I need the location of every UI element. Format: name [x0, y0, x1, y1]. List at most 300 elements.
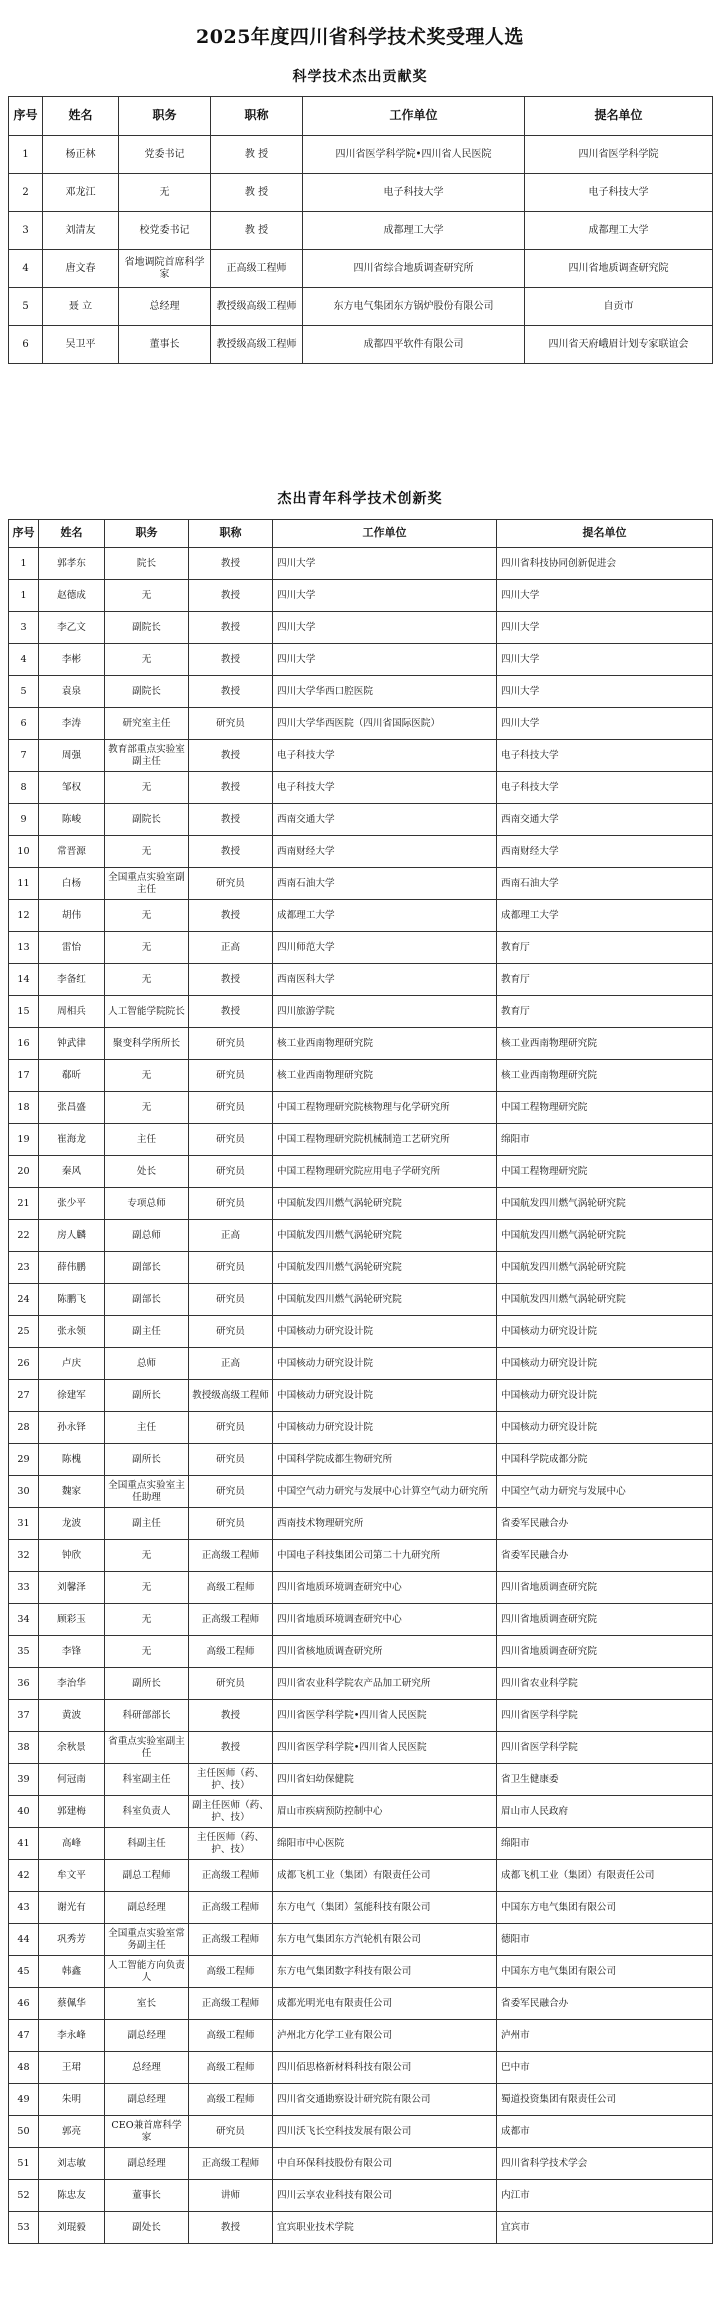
cell-title: 教授 — [189, 836, 273, 868]
cell-employer: 四川沃飞长空科技发展有限公司 — [273, 2116, 497, 2148]
cell-name: 白杨 — [39, 868, 105, 900]
cell-index: 8 — [9, 772, 39, 804]
cell-index: 5 — [9, 288, 43, 326]
cell-position: 主任 — [105, 1124, 189, 1156]
cell-position: 无 — [105, 644, 189, 676]
cell-index: 44 — [9, 1924, 39, 1956]
table-row — [9, 1892, 713, 1924]
cell-position: 副所长 — [105, 1668, 189, 1700]
cell-title: 教授 — [189, 548, 273, 580]
column-header-position: 职务 — [119, 97, 211, 136]
table-row — [9, 2020, 713, 2052]
cell-employer: 四川省综合地质调查研究所 — [303, 250, 525, 288]
table-row — [9, 1828, 713, 1860]
table-row — [9, 676, 713, 708]
cell-title: 主任医师（药、护、技） — [189, 1828, 273, 1860]
cell-nominator: 中国东方电气集团有限公司 — [497, 1956, 713, 1988]
cell-name: 余秋景 — [39, 1732, 105, 1764]
cell-employer: 中国核动力研究设计院 — [273, 1348, 497, 1380]
cell-nominator: 四川大学 — [497, 644, 713, 676]
cell-name: 李备红 — [39, 964, 105, 996]
cell-title: 高级工程师 — [189, 2052, 273, 2084]
table-row — [9, 1028, 713, 1060]
cell-position: 副主任 — [105, 1316, 189, 1348]
table-row — [9, 1124, 713, 1156]
cell-position: 校党委书记 — [119, 212, 211, 250]
cell-nominator: 中国核动力研究设计院 — [497, 1380, 713, 1412]
cell-position: 教育部重点实验室副主任 — [105, 740, 189, 772]
cell-employer: 四川旅游学院 — [273, 996, 497, 1028]
cell-title: 教授 — [189, 2212, 273, 2244]
cell-employer: 中国工程物理研究院核物理与化学研究所 — [273, 1092, 497, 1124]
cell-index: 13 — [9, 932, 39, 964]
cell-title: 教授 — [189, 644, 273, 676]
cell-employer: 四川省地质环境调查研究中心 — [273, 1604, 497, 1636]
cell-index: 29 — [9, 1444, 39, 1476]
cell-index: 1 — [9, 548, 39, 580]
cell-position: 室长 — [105, 1988, 189, 2020]
table-row — [9, 1444, 713, 1476]
cell-nominator: 西南交通大学 — [497, 804, 713, 836]
cell-position: 副院长 — [105, 676, 189, 708]
cell-employer: 东方电气集团数字科技有限公司 — [273, 1956, 497, 1988]
column-header-employer: 工作单位 — [273, 520, 497, 548]
cell-position: 无 — [119, 174, 211, 212]
cell-nominator: 巴中市 — [497, 2052, 713, 2084]
cell-index: 11 — [9, 868, 39, 900]
cell-nominator: 成都理工大学 — [525, 212, 713, 250]
cell-employer: 中国核动力研究设计院 — [273, 1316, 497, 1348]
cell-employer: 中国航发四川燃气涡轮研究院 — [273, 1284, 497, 1316]
cell-position: 副总经理 — [105, 2084, 189, 2116]
table-row — [9, 1732, 713, 1764]
cell-position: 无 — [105, 900, 189, 932]
table-row — [9, 836, 713, 868]
cell-name: 李涛 — [39, 708, 105, 740]
cell-index: 17 — [9, 1060, 39, 1092]
table-row — [9, 1284, 713, 1316]
cell-nominator: 西南财经大学 — [497, 836, 713, 868]
cell-nominator: 成都理工大学 — [497, 900, 713, 932]
cell-position: 副总经理 — [105, 2148, 189, 2180]
cell-title: 教授 — [189, 996, 273, 1028]
cell-title: 教授级高级工程师 — [211, 288, 303, 326]
cell-title: 正高级工程师 — [189, 1604, 273, 1636]
cell-employer: 中国空气动力研究与发展中心计算空气动力研究所 — [273, 1476, 497, 1508]
table-row — [9, 1188, 713, 1220]
cell-employer: 四川佰思格新材料科技有限公司 — [273, 2052, 497, 2084]
table-row — [9, 2148, 713, 2180]
cell-employer: 四川省农业科学院农产品加工研究所 — [273, 1668, 497, 1700]
cell-position: 副处长 — [105, 2212, 189, 2244]
cell-employer: 西南交通大学 — [273, 804, 497, 836]
cell-position: 无 — [105, 836, 189, 868]
cell-position: 人工智能学院院长 — [105, 996, 189, 1028]
cell-position: 副院长 — [105, 612, 189, 644]
cell-name: 李治华 — [39, 1668, 105, 1700]
cell-position: 科室负责人 — [105, 1796, 189, 1828]
cell-name: 钟欣 — [39, 1540, 105, 1572]
cell-name: 魏家 — [39, 1476, 105, 1508]
table-row — [9, 740, 713, 772]
cell-nominator: 宜宾市 — [497, 2212, 713, 2244]
table-row — [9, 1348, 713, 1380]
cell-nominator: 四川省医学科学院 — [497, 1700, 713, 1732]
cell-nominator: 成都市 — [497, 2116, 713, 2148]
cell-name: 赵德成 — [39, 580, 105, 612]
cell-nominator: 省委军民融合办 — [497, 1508, 713, 1540]
cell-index: 33 — [9, 1572, 39, 1604]
table-row — [9, 644, 713, 676]
cell-position: 副总经理 — [105, 1892, 189, 1924]
cell-employer: 中国航发四川燃气涡轮研究院 — [273, 1188, 497, 1220]
cell-index: 9 — [9, 804, 39, 836]
cell-index: 1 — [9, 136, 43, 174]
cell-index: 7 — [9, 740, 39, 772]
column-header-name: 姓名 — [39, 520, 105, 548]
column-header-index: 序号 — [9, 97, 43, 136]
cell-position: 无 — [105, 1060, 189, 1092]
cell-employer: 西南医科大学 — [273, 964, 497, 996]
cell-employer: 四川大学 — [273, 612, 497, 644]
cell-nominator: 省委军民融合办 — [497, 1988, 713, 2020]
table-row — [9, 1668, 713, 1700]
cell-nominator: 中国工程物理研究院 — [497, 1092, 713, 1124]
cell-index: 14 — [9, 964, 39, 996]
cell-index: 12 — [9, 900, 39, 932]
cell-name: 牟文平 — [39, 1860, 105, 1892]
cell-title: 教授 — [189, 612, 273, 644]
cell-title: 研究员 — [189, 708, 273, 740]
cell-title: 教授 — [189, 964, 273, 996]
cell-employer: 泸州北方化学工业有限公司 — [273, 2020, 497, 2052]
cell-index: 51 — [9, 2148, 39, 2180]
cell-name: 何冠南 — [39, 1764, 105, 1796]
cell-employer: 四川大学 — [273, 548, 497, 580]
cell-title: 教授级高级工程师 — [211, 326, 303, 364]
cell-title: 教授级高级工程师 — [189, 1380, 273, 1412]
table-row — [9, 1540, 713, 1572]
table-row — [9, 772, 713, 804]
cell-title: 研究员 — [189, 1028, 273, 1060]
cell-index: 10 — [9, 836, 39, 868]
cell-position: 副主任 — [105, 1508, 189, 1540]
cell-position: 董事长 — [105, 2180, 189, 2212]
cell-title: 高级工程师 — [189, 1636, 273, 1668]
cell-nominator: 绵阳市 — [497, 1124, 713, 1156]
cell-title: 教授 — [189, 740, 273, 772]
cell-position: 处长 — [105, 1156, 189, 1188]
cell-nominator: 四川省地质调查研究院 — [525, 250, 713, 288]
cell-title: 讲师 — [189, 2180, 273, 2212]
cell-index: 35 — [9, 1636, 39, 1668]
cell-name: 陈鹏飞 — [39, 1284, 105, 1316]
cell-title: 研究员 — [189, 1284, 273, 1316]
column-header-index: 序号 — [9, 520, 39, 548]
outstanding-contribution-table — [8, 96, 713, 364]
cell-position: 总师 — [105, 1348, 189, 1380]
cell-position: 全国重点实验室常务副主任 — [105, 1924, 189, 1956]
cell-name: 薛伟鹏 — [39, 1252, 105, 1284]
cell-index: 22 — [9, 1220, 39, 1252]
cell-employer: 电子科技大学 — [303, 174, 525, 212]
cell-nominator: 中国核动力研究设计院 — [497, 1412, 713, 1444]
cell-nominator: 中国航发四川燃气涡轮研究院 — [497, 1220, 713, 1252]
cell-nominator: 中国东方电气集团有限公司 — [497, 1892, 713, 1924]
cell-position: 无 — [105, 1540, 189, 1572]
table-row — [9, 1252, 713, 1284]
cell-nominator: 四川省地质调查研究院 — [497, 1572, 713, 1604]
cell-title: 正高级工程师 — [189, 1860, 273, 1892]
cell-employer: 四川省妇幼保健院 — [273, 1764, 497, 1796]
cell-nominator: 德阳市 — [497, 1924, 713, 1956]
cell-title: 正高 — [189, 1220, 273, 1252]
cell-index: 19 — [9, 1124, 39, 1156]
cell-employer: 成都飞机工业（集团）有限责任公司 — [273, 1860, 497, 1892]
table-row — [9, 1924, 713, 1956]
cell-employer: 电子科技大学 — [273, 740, 497, 772]
cell-index: 6 — [9, 326, 43, 364]
table-row — [9, 1796, 713, 1828]
cell-name: 钟武律 — [39, 1028, 105, 1060]
table-header-row — [9, 520, 713, 548]
cell-nominator: 四川省天府峨眉计划专家联谊会 — [525, 326, 713, 364]
cell-name: 陈峻 — [39, 804, 105, 836]
cell-nominator: 四川省科学技术学会 — [497, 2148, 713, 2180]
table-row — [9, 1412, 713, 1444]
cell-name: 房人麟 — [39, 1220, 105, 1252]
cell-nominator: 中国科学院成都分院 — [497, 1444, 713, 1476]
cell-nominator: 四川省医学科学院 — [497, 1732, 713, 1764]
cell-employer: 中国航发四川燃气涡轮研究院 — [273, 1220, 497, 1252]
cell-name: 胡伟 — [39, 900, 105, 932]
cell-index: 52 — [9, 2180, 39, 2212]
cell-position: 研究室主任 — [105, 708, 189, 740]
cell-position: 董事长 — [119, 326, 211, 364]
cell-employer: 四川省医学科学院•四川省人民医院 — [303, 136, 525, 174]
cell-title: 高级工程师 — [189, 1572, 273, 1604]
cell-position: 主任 — [105, 1412, 189, 1444]
cell-employer: 四川大学 — [273, 644, 497, 676]
cell-index: 6 — [9, 708, 39, 740]
cell-employer: 四川大学 — [273, 580, 497, 612]
cell-title: 高级工程师 — [189, 1956, 273, 1988]
cell-name: 张昌盛 — [39, 1092, 105, 1124]
cell-nominator: 中国工程物理研究院 — [497, 1156, 713, 1188]
cell-position: 科副主任 — [105, 1828, 189, 1860]
cell-title: 正高级工程师 — [189, 1540, 273, 1572]
cell-index: 20 — [9, 1156, 39, 1188]
table-row — [9, 136, 713, 174]
cell-nominator: 省委军民融合办 — [497, 1540, 713, 1572]
cell-nominator: 眉山市人民政府 — [497, 1796, 713, 1828]
cell-title: 研究员 — [189, 1476, 273, 1508]
cell-name: 巩秀芳 — [39, 1924, 105, 1956]
table-row — [9, 1156, 713, 1188]
cell-name: 王珺 — [39, 2052, 105, 2084]
cell-employer: 四川大学华西口腔医院 — [273, 676, 497, 708]
cell-name: 袁泉 — [39, 676, 105, 708]
cell-title: 教 授 — [211, 136, 303, 174]
column-header-name: 姓名 — [43, 97, 119, 136]
table-row — [9, 868, 713, 900]
cell-position: 无 — [105, 1636, 189, 1668]
cell-title: 正高 — [189, 932, 273, 964]
table-row — [9, 288, 713, 326]
column-header-title: 职称 — [211, 97, 303, 136]
cell-name: 黄波 — [39, 1700, 105, 1732]
cell-index: 39 — [9, 1764, 39, 1796]
cell-title: 研究员 — [189, 1092, 273, 1124]
cell-index: 15 — [9, 996, 39, 1028]
cell-name: 刘馨泽 — [39, 1572, 105, 1604]
cell-name: 徐建军 — [39, 1380, 105, 1412]
cell-name: 郭建梅 — [39, 1796, 105, 1828]
cell-position: 科室副主任 — [105, 1764, 189, 1796]
cell-position: 全国重点实验室主任助理 — [105, 1476, 189, 1508]
cell-index: 2 — [9, 174, 43, 212]
table-row — [9, 1700, 713, 1732]
cell-position: 省地调院首席科学家 — [119, 250, 211, 288]
cell-name: 吴卫平 — [43, 326, 119, 364]
cell-index: 28 — [9, 1412, 39, 1444]
cell-title: 正高级工程师 — [189, 1924, 273, 1956]
cell-nominator: 教育厅 — [497, 932, 713, 964]
cell-position: 专项总师 — [105, 1188, 189, 1220]
cell-position: 无 — [105, 932, 189, 964]
cell-index: 37 — [9, 1700, 39, 1732]
cell-name: 郭亮 — [39, 2116, 105, 2148]
cell-employer: 中国科学院成都生物研究所 — [273, 1444, 497, 1476]
cell-title: 研究员 — [189, 1188, 273, 1220]
cell-index: 32 — [9, 1540, 39, 1572]
cell-position: 院长 — [105, 548, 189, 580]
cell-index: 38 — [9, 1732, 39, 1764]
cell-nominator: 省卫生健康委 — [497, 1764, 713, 1796]
cell-name: 陈槐 — [39, 1444, 105, 1476]
cell-title: 教授 — [189, 676, 273, 708]
cell-employer: 中国工程物理研究院机械制造工艺研究所 — [273, 1124, 497, 1156]
cell-index: 41 — [9, 1828, 39, 1860]
cell-employer: 四川省核地质调查研究所 — [273, 1636, 497, 1668]
cell-index: 4 — [9, 644, 39, 676]
cell-title: 研究员 — [189, 1060, 273, 1092]
cell-title: 教 授 — [211, 174, 303, 212]
table-row — [9, 612, 713, 644]
cell-employer: 四川省医学科学院•四川省人民医院 — [273, 1700, 497, 1732]
cell-employer: 成都光明光电有限责任公司 — [273, 1988, 497, 2020]
cell-title: 正高级工程师 — [211, 250, 303, 288]
table-row — [9, 2084, 713, 2116]
table-row — [9, 1956, 713, 1988]
cell-position: 党委书记 — [119, 136, 211, 174]
cell-employer: 中自环保科技股份有限公司 — [273, 2148, 497, 2180]
cell-employer: 电子科技大学 — [273, 772, 497, 804]
cell-name: 唐文春 — [43, 250, 119, 288]
cell-title: 主任医师（药、护、技） — [189, 1764, 273, 1796]
cell-position: 副所长 — [105, 1444, 189, 1476]
table-row — [9, 1572, 713, 1604]
table-header-row — [9, 97, 713, 136]
cell-nominator: 电子科技大学 — [497, 740, 713, 772]
cell-position: 副总师 — [105, 1220, 189, 1252]
cell-employer: 四川省地质环境调查研究中心 — [273, 1572, 497, 1604]
cell-index: 50 — [9, 2116, 39, 2148]
cell-nominator: 中国空气动力研究与发展中心 — [497, 1476, 713, 1508]
cell-name: 邓龙江 — [43, 174, 119, 212]
cell-name: 朱明 — [39, 2084, 105, 2116]
cell-position: 无 — [105, 964, 189, 996]
cell-employer: 成都理工大学 — [273, 900, 497, 932]
cell-position: 副所长 — [105, 1380, 189, 1412]
cell-title: 教授 — [189, 772, 273, 804]
cell-nominator: 四川省地质调查研究院 — [497, 1636, 713, 1668]
cell-title: 研究员 — [189, 1252, 273, 1284]
table-row — [9, 2212, 713, 2244]
cell-index: 5 — [9, 676, 39, 708]
cell-name: 孙永铎 — [39, 1412, 105, 1444]
cell-employer: 东方电气集团东方锅炉股份有限公司 — [303, 288, 525, 326]
cell-index: 18 — [9, 1092, 39, 1124]
cell-employer: 中国工程物理研究院应用电子学研究所 — [273, 1156, 497, 1188]
cell-name: 卢庆 — [39, 1348, 105, 1380]
cell-employer: 四川大学华西医院（四川省国际医院） — [273, 708, 497, 740]
cell-nominator: 蜀道投资集团有限责任公司 — [497, 2084, 713, 2116]
cell-nominator: 绵阳市 — [497, 1828, 713, 1860]
cell-name: 刘志敏 — [39, 2148, 105, 2180]
table-row — [9, 1636, 713, 1668]
table-row — [9, 1476, 713, 1508]
cell-employer: 四川省交通勘察设计研究院有限公司 — [273, 2084, 497, 2116]
cell-title: 教 授 — [211, 212, 303, 250]
cell-index: 46 — [9, 1988, 39, 2020]
cell-name: 郗昕 — [39, 1060, 105, 1092]
cell-employer: 四川云享农业科技有限公司 — [273, 2180, 497, 2212]
cell-name: 蔡佩华 — [39, 1988, 105, 2020]
cell-title: 高级工程师 — [189, 2084, 273, 2116]
cell-nominator: 内江市 — [497, 2180, 713, 2212]
cell-position: 全国重点实验室副主任 — [105, 868, 189, 900]
cell-index: 27 — [9, 1380, 39, 1412]
column-header-nominator: 提名单位 — [497, 520, 713, 548]
cell-name: 刘琨毅 — [39, 2212, 105, 2244]
cell-position: 聚变科学所所长 — [105, 1028, 189, 1060]
cell-position: 总经理 — [105, 2052, 189, 2084]
cell-position: 副总工程师 — [105, 1860, 189, 1892]
cell-name: 陈忠友 — [39, 2180, 105, 2212]
cell-nominator: 四川省科技协同创新促进会 — [497, 548, 713, 580]
cell-name: 雷怡 — [39, 932, 105, 964]
table-row — [9, 1988, 713, 2020]
cell-nominator: 四川省医学科学院 — [525, 136, 713, 174]
cell-nominator: 西南石油大学 — [497, 868, 713, 900]
table-row — [9, 174, 713, 212]
cell-nominator: 中国航发四川燃气涡轮研究院 — [497, 1284, 713, 1316]
cell-position: 无 — [105, 580, 189, 612]
cell-index: 36 — [9, 1668, 39, 1700]
cell-name: 龙波 — [39, 1508, 105, 1540]
cell-index: 47 — [9, 2020, 39, 2052]
section-title-young-innovation: 杰出青年科学技术创新奖 — [277, 491, 443, 507]
table-row — [9, 1508, 713, 1540]
cell-title: 研究员 — [189, 1124, 273, 1156]
table-row — [9, 212, 713, 250]
cell-position: 无 — [105, 1092, 189, 1124]
cell-name: 韩鑫 — [39, 1956, 105, 1988]
cell-index: 21 — [9, 1188, 39, 1220]
cell-name: 聂 立 — [43, 288, 119, 326]
cell-index: 3 — [9, 612, 39, 644]
